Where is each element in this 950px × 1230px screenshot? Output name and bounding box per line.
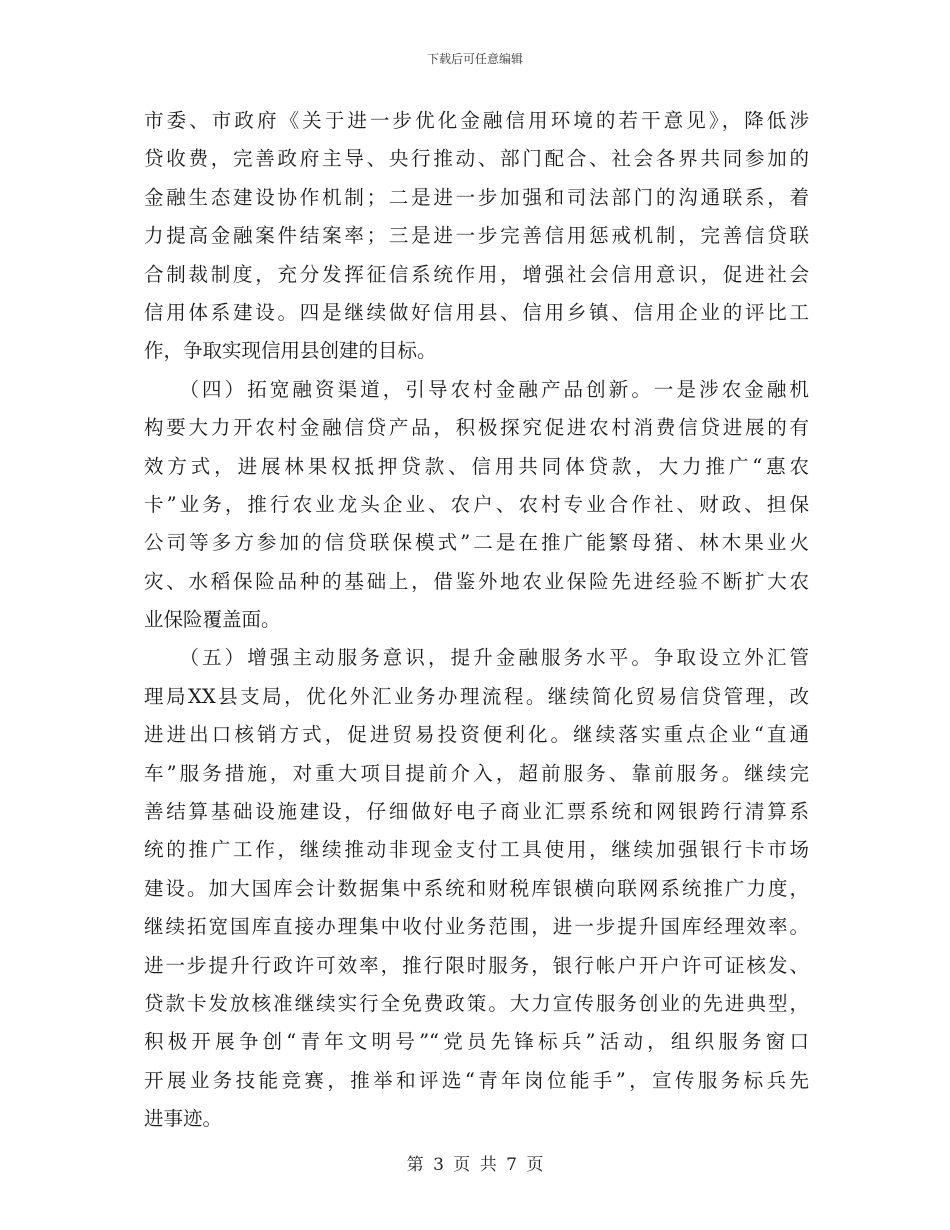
page-footer: 第 3 页 共 7 页 xyxy=(406,1155,544,1175)
text-line: （四）拓宽融资渠道，引导农村金融产品创新。一是涉农金融机 xyxy=(144,377,809,401)
text-line: 合制裁制度，充分发挥征信系统作用，增强社会信用意识，促进社会 xyxy=(144,262,809,286)
text-line: 善结算基础设施建设，仔细做好电子商业汇票系统和网银跨行清算系 xyxy=(144,800,809,824)
text-line: 统的推广工作，继续推动非现金支付工具使用，继续加强银行卡市场 xyxy=(144,838,809,862)
text-line: 车”服务措施，对重大项目提前介入，超前服务、靠前服务。继续完 xyxy=(144,761,809,785)
text-line: 作，争取实现信用县创建的目标。 xyxy=(144,339,437,363)
text-line: 继续拓宽国库直接办理集中收付业务范围，进一步提升国库经理效率。 xyxy=(144,915,809,939)
text-line: 卡”业务，推行农业龙头企业、农户、农村专业合作社、财政、担保 xyxy=(144,492,809,516)
page-header: 下载后可任意编辑 xyxy=(426,52,523,66)
text-line: 构要大力开农村金融信贷产品，积极探究促进农村消费信贷进展的有 xyxy=(144,416,809,440)
text-line: 力提高金融案件结案率；三是进一步完善信用惩戒机制，完善信贷联 xyxy=(144,224,809,248)
text-line: 市委、市政府《关于进一步优化金融信用环境的若干意见》，降低涉 xyxy=(144,109,809,132)
text-line: （五）增强主动服务意识，提升金融服务水平。争取设立外汇管 xyxy=(144,646,809,670)
text-line: 公司等多方参加的信贷联保模式”二是在推广能繁母猪、林木果业火 xyxy=(144,531,809,555)
text-line: 进一步提升行政许可效率，推行限时服务，银行帐户开户许可证核发、 xyxy=(144,953,809,977)
text-line: 效方式，进展林果权抵押贷款、信用共同体贷款，大力推广“惠农 xyxy=(144,454,809,478)
text-line: 贷收费，完善政府主导、央行推动、部门配合、社会各界共同参加的 xyxy=(144,147,809,171)
document-body xyxy=(144,102,809,1139)
text-line: 进进出口核销方式，促进贸易投资便利化。继续落实重点企业“直通 xyxy=(144,723,809,747)
text-line: 贷款卡发放核准继续实行全免费政策。大力宣传服务创业的先进典型， xyxy=(144,991,809,1015)
text-line: 金融生态建设协作机制；二是进一步加强和司法部门的沟通联系，着 xyxy=(144,185,809,209)
text-line: 理局XX县支局，优化外汇业务办理流程。继续简化贸易信贷管理，改 xyxy=(144,684,809,708)
text-line: 信用体系建设。四是继续做好信用县、信用乡镇、信用企业的评比工 xyxy=(144,300,809,324)
text-line: 建设。加大国库会计数据集中系统和财税库银横向联网系统推广力度， xyxy=(144,876,809,900)
text-line: 进事迹。 xyxy=(144,1107,223,1131)
text-line: 业保险覆盖面。 xyxy=(144,608,281,632)
text-line: 开展业务技能竞赛，推举和评选“青年岗位能手”，宣传服务标兵先 xyxy=(144,1068,809,1092)
text-line: 灾、水稻保险品种的基础上，借鉴外地农业保险先进经验不断扩大农 xyxy=(144,569,809,593)
text-line: 积极开展争创“青年文明号”“党员先锋标兵”活动，组织服务窗口 xyxy=(144,1030,809,1054)
